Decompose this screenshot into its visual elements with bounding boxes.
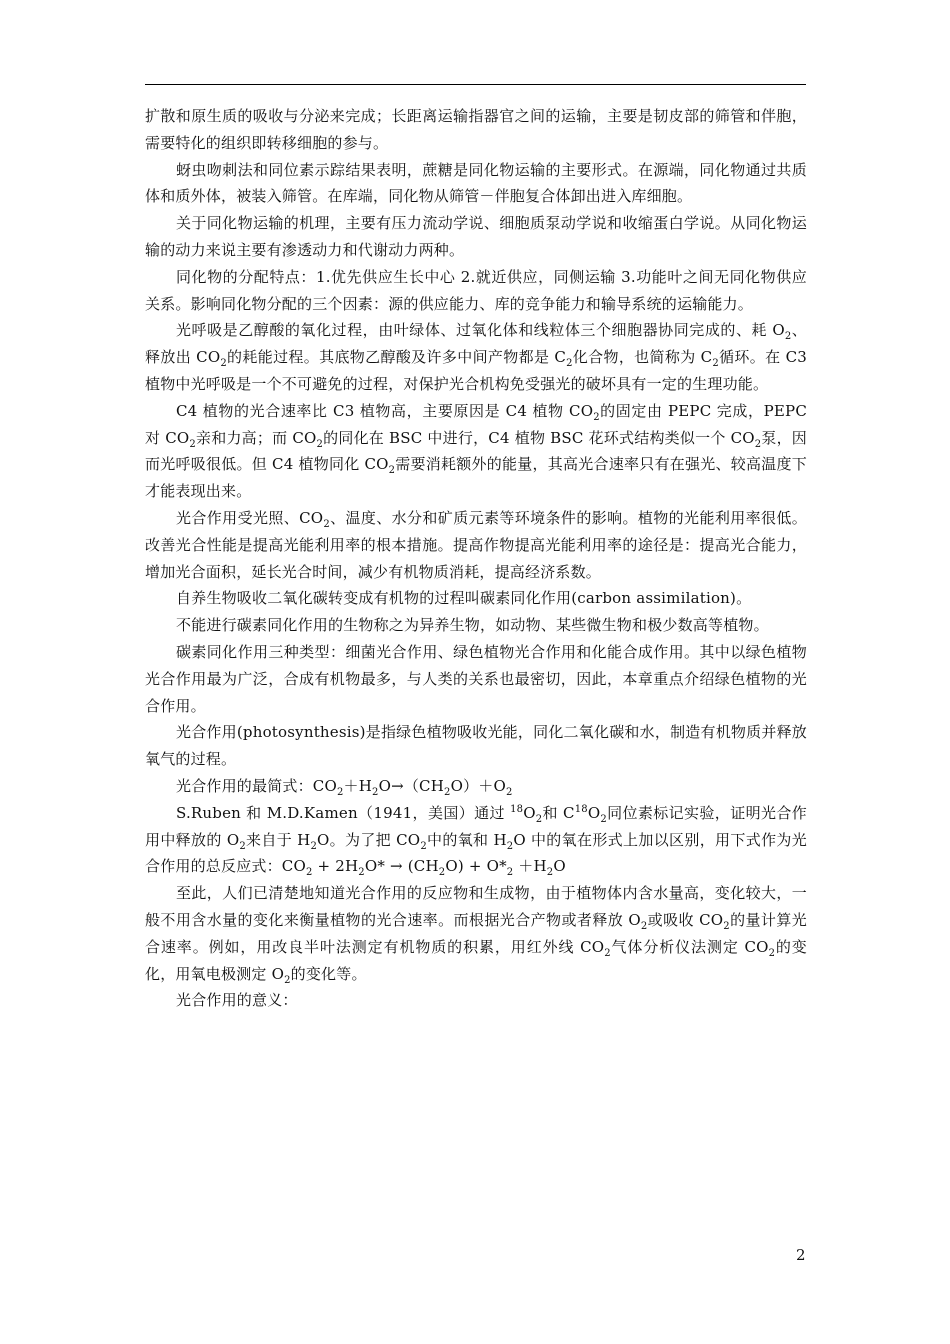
page-number: 2 [796,1246,806,1264]
paragraph-environment: 光合作用受光照、$CO_2$、温度、水分和矿质元素等环境条件的影响。植物的光能利用率很低。改善光合性能是提高光能利用率的根本措施。提高作物提高光能利用率的途径是：提高光合能力，增加光合面积，延长光合时间，减少有机物质消耗，提高经济系数。 [145,508,807,581]
paragraph-sucrose-transport: 蚜虫吻刺法和同位素示踪结果表明，蔗糖是同化物运输的主要形式。在源端，同化物通过共质体和质外体，被装入筛管。在库端，同化物从筛管－伴胞复合体卸出进入库细胞。 [145,160,807,206]
header-rule [145,84,806,85]
paragraph-isotope-experiment: S.Ruben 和 M.D.Kamen（1941，美国）通过 $^{18}O_2$和 $C^{18}O_2$同位素标记实验，证明光合作用中释放的 $O_2$来自于 $H_2O$。为了把 $CO_2$中的氧和 $H_2O$ 中的氧在形式上加以区别，用下式作为光合作用的总反应式：$CO_2 + 2H_2O* \to (CH_2O) + O*_2 +H_2O$ [145,803,807,879]
paragraph-photorespiration: 光呼吸是乙醇酸的氧化过程，由叶绿体、过氧化体和线粒体三个细胞器协同完成的、耗 $O_2$、释放出 $CO_2$的耗能过程。其底物乙醇酸及许多中间产物都是 $C_2$化合物，也简称为 $C_2$循环。在 C3 植物中光呼吸是一个不可避免的过程，对保护光合机构免受强光的破坏具有一定的生理功能。 [145,321,807,393]
body-text [145,103,807,1014]
paragraph-c4-plants: C4 植物的光合速率比 C3 植物高，主要原因是 C4 植物 $CO_2$的固定由 PEPC 完成，PEPC 对 $CO_2$亲和力高；而 $CO_2$的同化在 BSC 中进行，C4 植物 BSC 花环式结构类似一个 $CO_2$泵，因而光呼吸很低。但 C4 植物同化 $CO_2$需要消耗额外的能量，其高光合速率只有在强光、较高温度下才能表现出来。 [145,401,808,501]
paragraph-continuation: 扩散和原生质的吸收与分泌来完成；长距离运输指器官之间的运输，主要是韧皮部的筛管和伴胞，需要特化的组织即转移细胞的参与。 [145,107,807,152]
paragraph-assimilation-types: 碳素同化作用三种类型：细菌光合作用、绿色植物光合作用和化能合成作用。其中以绿色植物光合作用最为广泛，合成有机物最多，与人类的关系也最密切，因此，本章重点介绍绿色植物的光合作用。 [145,642,807,715]
paragraph-simple-equation: 光合作用的最简式：$CO_2+H_2O\to(CH_2O)+O_2$ [176,776,513,798]
paragraph-photosynthesis-definition: 光合作用(photosynthesis)是指绿色植物吸收光能，同化二氧化碳和水，制造有机物质并释放氧气的过程。 [145,723,807,769]
paragraph-carbon-assimilation: 自养生物吸收二氧化碳转变成有机物的过程叫碳素同化作用(carbon assimilation)。 [176,589,752,608]
paragraph-distribution: 同化物的分配特点：1.优先供应生长中心 2.就近供应，同侧运输 3.功能叶之间无同化物供应关系。影响同化物分配的三个因素：源的供应能力、库的竞争能力和输导系统的运输能力。 [145,267,807,313]
paragraph-transport-mechanism: 关于同化物运输的机理，主要有压力流动学说、细胞质泵动学说和收缩蛋白学说。从同化物运输的动力来说主要有渗透动力和代谢动力两种。 [145,214,807,259]
paragraph-heterotrophs: 不能进行碳素同化作用的生物称之为异养生物，如动物、某些微生物和极少数高等植物。 [176,616,769,635]
paragraph-significance: 光合作用的意义： [176,991,298,1010]
paragraph-measurement: 至此，人们已清楚地知道光合作用的反应物和生成物，由于植物体内含水量高，变化较大，一般不用含水量的变化来衡量植物的光合速率。而根据光合产物或者释放 $O_2$或吸收 $CO_2$的量计算光合速率。例如，用改良半叶法测定有机物质的积累，用红外线 $CO_2$气体分析仪法测定 $CO_2$的变化，用氧电极测定 $O_2$的变化等。 [145,884,807,986]
